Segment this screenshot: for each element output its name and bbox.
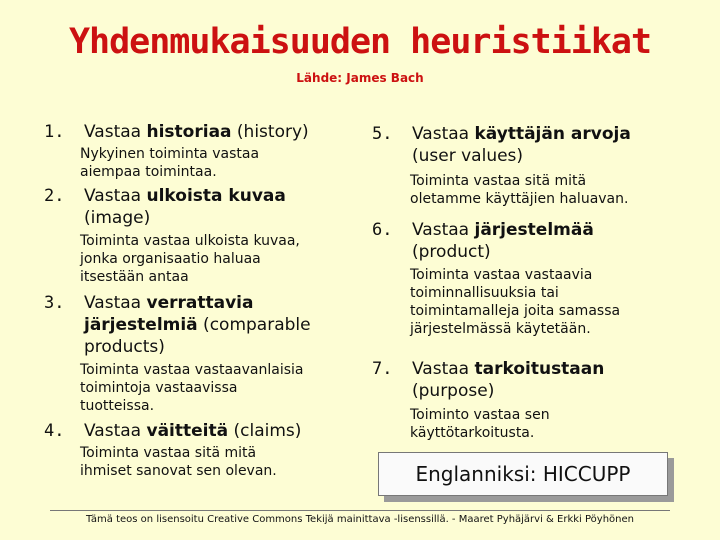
item-number: 1. [44, 122, 65, 142]
list-item-3 [44, 292, 344, 358]
item-number: 7. [372, 359, 393, 379]
list-item-7 [372, 358, 692, 402]
item-number: 5. [372, 124, 393, 144]
item-description-2: Toiminta vastaa ulkoista kuvaa, jonka organisaatio haluaa itsestään antaa [80, 233, 300, 285]
item-description-3: Toiminta vastaa vastaavanlaisia toimintoja vastaavissa tuotteissa. [80, 362, 304, 414]
hiccupp-button[interactable]: Englanniksi: HICCUPP [378, 452, 668, 496]
item-heading: Vastaa väitteitä (claims) [84, 421, 302, 441]
source-credit: Lähde: James Bach [296, 71, 424, 85]
license-footer: Tämä teos on lisensoitu Creative Commons Tekijä mainittava -lisenssillä. - Maaret Pyhäjärvi & Erkki Pöyhönen [85, 514, 634, 525]
item-heading: Vastaa tarkoitustaan (purpose) [412, 359, 605, 401]
item-description-5: Toiminta vastaa sitä mitä oletamme käyttäjien haluavan. [410, 173, 629, 207]
item-number: 3. [44, 293, 65, 313]
item-description-1: Nykyinen toiminta vastaa aiempaa toimintaa. [80, 146, 260, 180]
item-heading: Vastaa verrattavia järjestelmiä (comparable products) [84, 293, 311, 357]
item-description-4: Toiminta vastaa sitä mitä ihmiset sanovat sen olevan. [80, 445, 277, 479]
item-heading: Vastaa historiaa (history) [84, 122, 309, 142]
item-heading: Vastaa järjestelmää (product) [412, 220, 594, 262]
list-item-2 [44, 185, 344, 229]
item-description-6: Toiminta vastaa vastaavia toiminnallisuuksia tai toimintamalleja joita samassa järjestelmässä käytetään. [410, 267, 621, 337]
list-item-5 [372, 123, 692, 167]
item-number: 6. [372, 220, 393, 240]
footer-divider [50, 510, 670, 511]
page-title: Yhdenmukaisuuden heuristiikat [68, 22, 652, 62]
item-description-7: Toiminto vastaa sen käyttötarkoitusta. [410, 407, 550, 441]
item-number: 4. [44, 421, 65, 441]
item-heading: Vastaa ulkoista kuvaa (image) [84, 186, 286, 228]
item-heading: Vastaa käyttäjän arvoja (user values) [412, 124, 631, 166]
item-number: 2. [44, 186, 65, 206]
list-item-4 [44, 420, 344, 442]
list-item-6 [372, 219, 692, 263]
list-item-1 [44, 121, 344, 143]
